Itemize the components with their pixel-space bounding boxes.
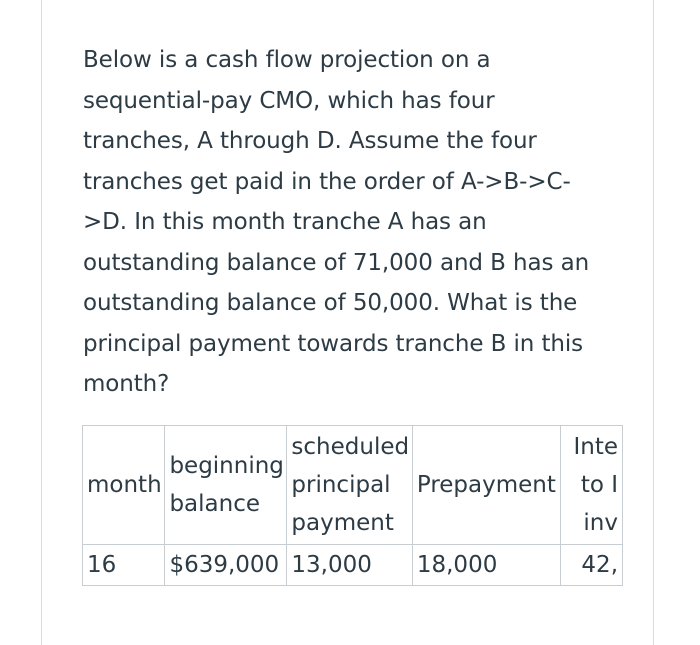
question-line: outstanding balance of 50,000. What is the <box>83 290 578 316</box>
cell-scheduled-principal: 13,000 <box>287 545 412 586</box>
question-line: Below is a cash flow projection on a <box>83 47 491 73</box>
question-line: tranches, A through D. Assume the four <box>83 128 537 154</box>
right-frame-line <box>653 0 654 645</box>
cell-prepayment: 18,000 <box>412 545 560 586</box>
cash-flow-table-container[interactable] <box>82 425 623 607</box>
question-line: outstanding balance of 71,000 and B has an <box>83 249 590 276</box>
cell-interest: 42, <box>560 545 622 586</box>
cell-month: 16 <box>83 545 165 586</box>
header-month: month <box>83 426 165 545</box>
header-beginning-balance: beginning balance <box>165 426 287 545</box>
question-line: month? <box>83 371 170 397</box>
table-row <box>83 545 623 586</box>
header-interest: Inte to I inv <box>560 426 622 545</box>
question-line: >D. In this month tranche A has an <box>83 209 487 235</box>
cell-beginning-balance: $639,000 <box>165 545 287 586</box>
cash-flow-table <box>82 425 623 586</box>
question-line: principal payment towards tranche B in this <box>83 330 584 357</box>
table-header-row <box>83 426 623 545</box>
question-line: tranches get paid in the order of A->B->C- <box>83 168 571 195</box>
question-line: sequential-pay CMO, which has four <box>83 87 495 114</box>
header-prepayment: Prepayment <box>412 426 560 545</box>
header-scheduled-principal: scheduled principal payment <box>287 426 412 545</box>
question-text <box>83 40 623 405</box>
left-frame-line <box>41 0 42 645</box>
